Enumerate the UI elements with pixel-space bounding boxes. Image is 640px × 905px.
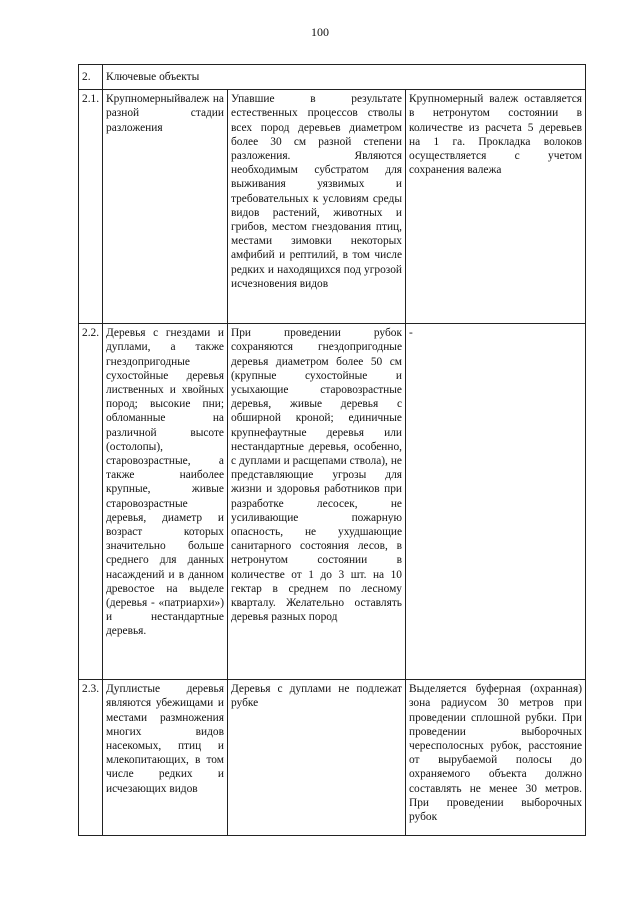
row-number: 2.3. (79, 680, 103, 836)
object-cell: Деревья с гнездами и дуплами, а также гнездопригодные сухостойные деревья лиственных и хвойных пород; высокие пни; обломанные на различной высоте (остолопы), старовозрастные, а также наиболее крупные, живые старовозрастные деревья, диаметр и возраст которых значительно больше среднего для данных насаждений и в данном древостое на выделе (деревья - «патриархи») и нестандартные деревья. (103, 324, 228, 680)
row-number: 2.2. (79, 324, 103, 680)
description-cell: Деревья с дуплами не подлежат рубке (228, 680, 406, 836)
section-header-row (79, 65, 586, 90)
section-number: 2. (79, 65, 103, 90)
recommendation-cell: Выделяется буферная (охранная) зона радиусом 30 метров при проведении сплошной рубки. При проведении выборочных чересполосных рубок, расстояние от вырубаемой полосы до охраняемого объекта должно составлять не менее 30 метров. При проведении выборочных рубок (406, 680, 586, 836)
table-row (79, 680, 586, 836)
description-cell: Упавшие в результате естественных процессов стволы всех пород деревьев диаметром более 30 см разной степени разложения. Являются необходимым субстратом для выживания уязвимых и требовательных к условиям среды видов растений, животных и грибов, местом гнездования птиц, местами зимовки некоторых амфибий и рептилий, в том числе редких и находящихся под угрозой исчезновения видов (228, 90, 406, 324)
object-cell: Дуплистые деревья являются убежищами и местами размножения многих видов насекомых, птиц и млекопитающих, в том числе редких и исчезающих видов (103, 680, 228, 836)
table-row (79, 324, 586, 680)
section-title: Ключевые объекты (103, 65, 586, 90)
object-cell: Крупномерныйвалеж на разной стадии разложения (103, 90, 228, 324)
page-number: 100 (311, 25, 329, 39)
key-objects-table (78, 64, 586, 836)
recommendation-cell: Крупномерный валеж оставляется в нетронутом состоянии в количестве из расчета 5 деревьев на 1 га. Прокладка волоков осуществляется с учетом сохранения валежа (406, 90, 586, 324)
row-number: 2.1. (79, 90, 103, 324)
description-cell: При проведении рубок сохраняются гнездопригодные деревья диаметром более 50 см (крупные сухостойные и усыхающие старовозрастные деревья, живые деревья с обширной кроной; единичные крупнефаутные деревья или нестандартные деревья, особенно, с дуплами и расщепами ствола), не представляющие угрозы для жизни и здоровья работников при разработке лесосек, не усиливающие пожарную опасность, не ухудшающие санитарного состояния лесов, в нетронутом состоянии в количестве от 1 до 3 шт. на 10 гектар в среднем по лесному кварталу. Желательно оставлять деревья разных пород (228, 324, 406, 680)
table-row (79, 90, 586, 324)
recommendation-cell: - (406, 324, 586, 680)
